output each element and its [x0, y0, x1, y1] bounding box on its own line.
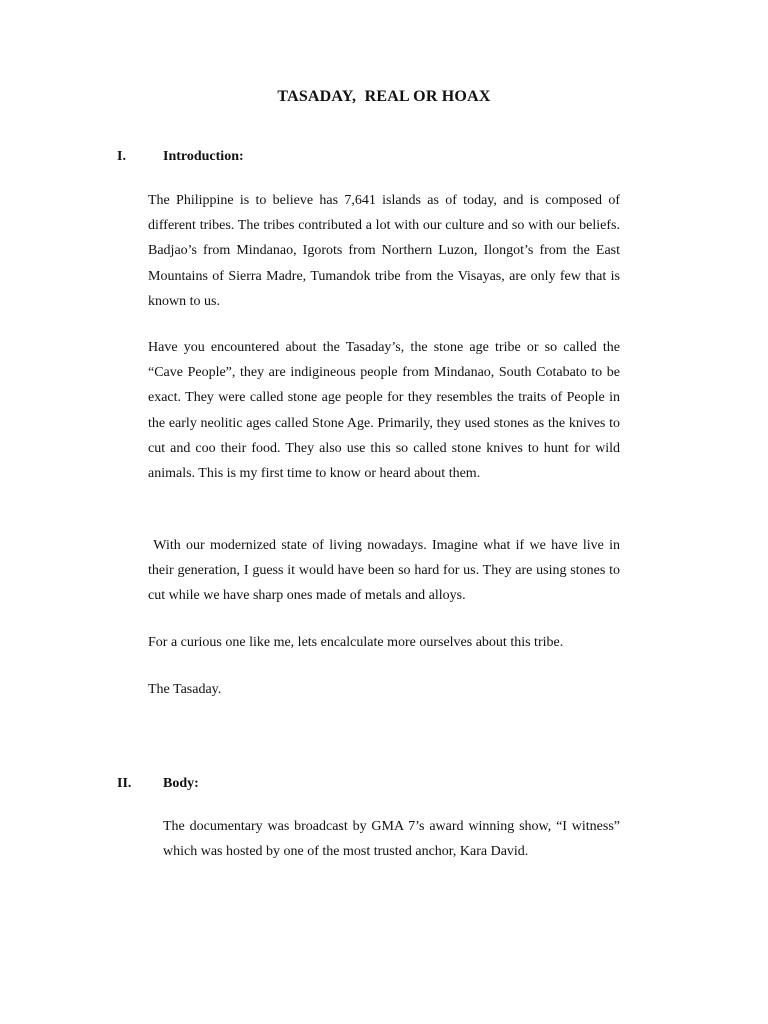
paragraph: Have you encountered about the Tasaday’s, the stone age tribe or so called the “Cave People”, they are indigineous people from Mindanao, South Cotabato to be exact. They were called stone age people for they resembles the traits of People in the early neolitic ages called Stone Age. Primarily, they used stones as the knives to cut and coo their food. They also use this so called stone knives to hunt for wild animals. This is my first time to know or heard about them.: [148, 340, 620, 482]
paragraph: The documentary was broadcast by GMA 7’s award winning show, “I witness” which was hosted by one of the most trusted anchor, Kara David.: [163, 819, 620, 860]
section-number: I.: [117, 149, 126, 164]
paragraph: For a curious one like me, lets encalculate more ourselves about this tribe.: [148, 635, 564, 650]
section-heading: Body:: [163, 776, 199, 791]
paragraph: The Philippine is to believe has 7,641 islands as of today, and is composed of different tribes. The tribes contributed a lot with our culture and so with our beliefs. Badjao’s from Mindanao, Igorots from Northern Luzon, Ilongot’s from the East Mountains of Sierra Madre, Tumandok tribe from the Visayas, are only few that is known to us.: [148, 193, 620, 309]
section-number: II.: [117, 776, 132, 791]
document-title: TASADAY, REAL OR HOAX: [277, 88, 491, 105]
section-heading: Introduction:: [163, 149, 244, 164]
paragraph: The Tasaday.: [148, 682, 222, 697]
paragraph: With our modernized state of living nowadays. Imagine what if we have live in their generation, I guess it would have been so hard for us. They are using stones to cut while we have sharp ones made of metals and alloys.: [148, 538, 620, 604]
